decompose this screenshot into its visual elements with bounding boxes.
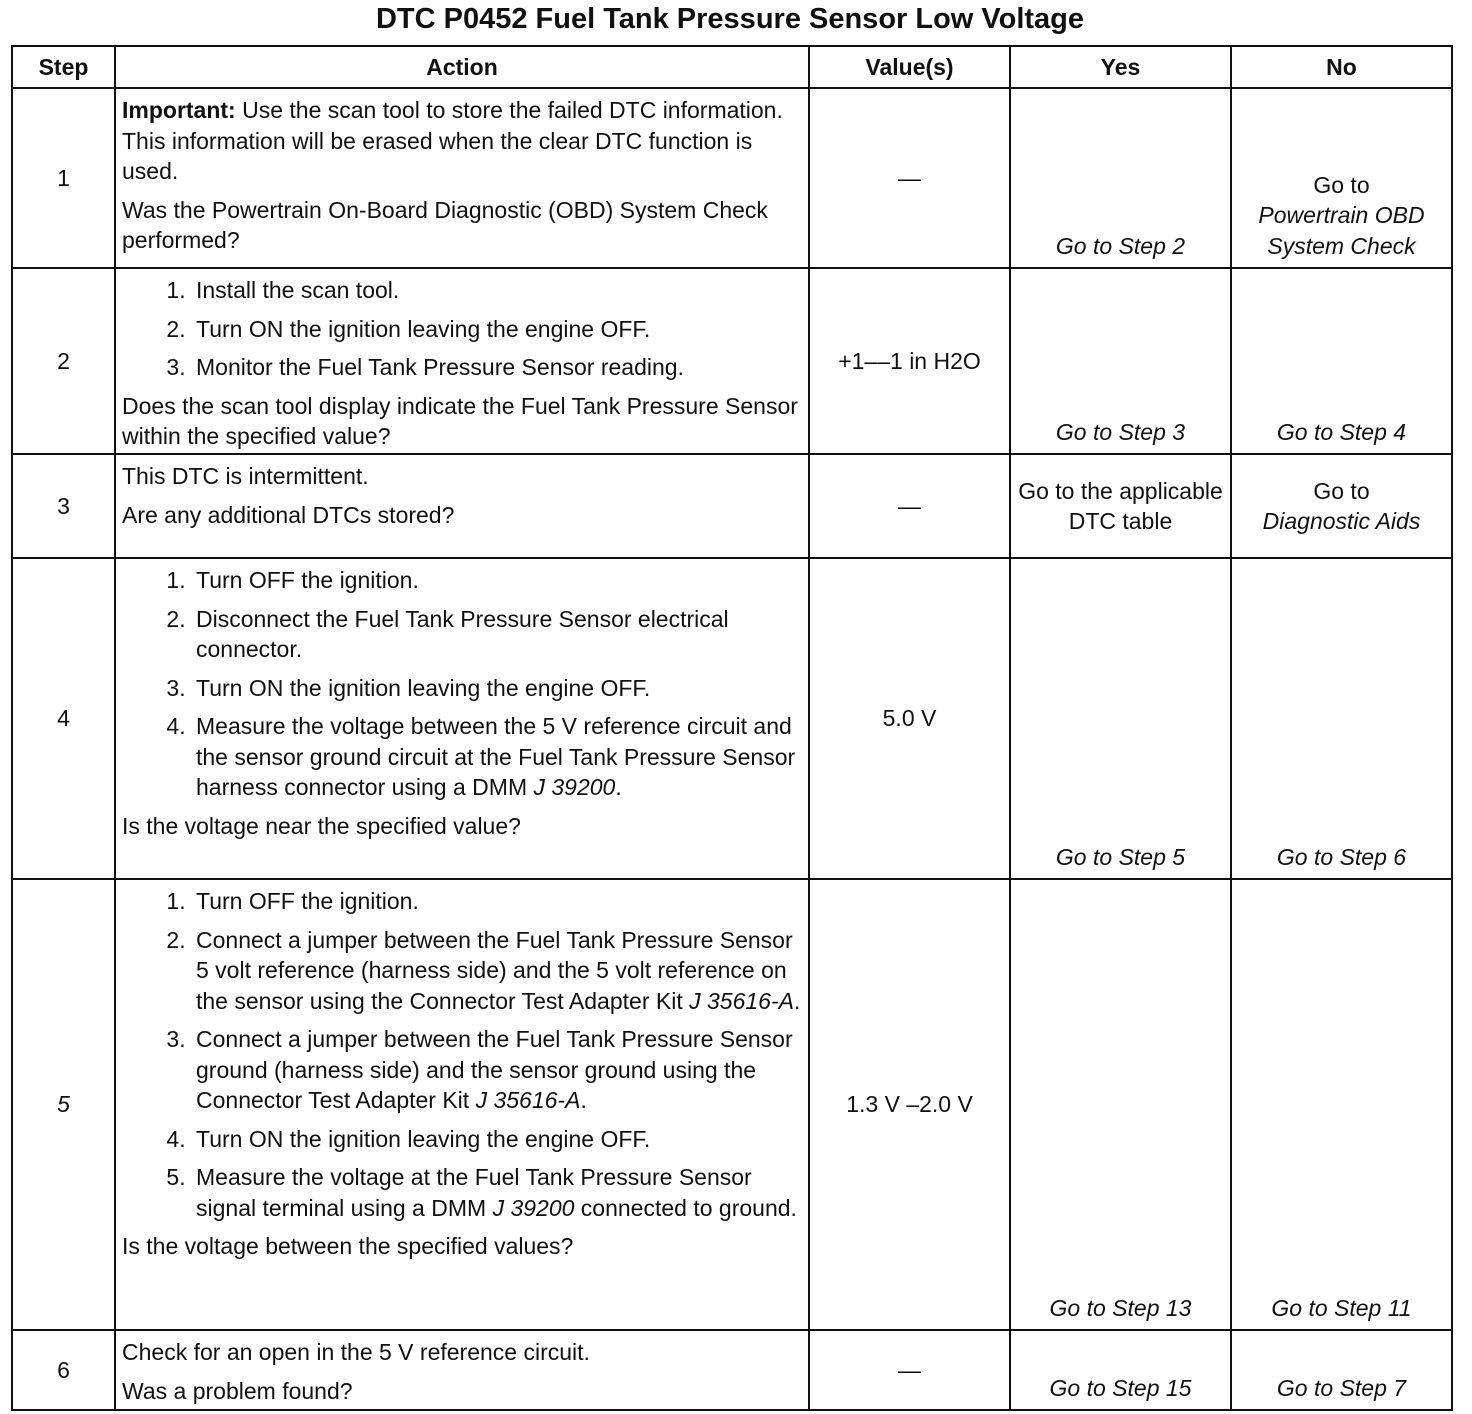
no-prefix: Go to	[1313, 477, 1370, 504]
step-number: 2	[12, 268, 115, 454]
value-cell: 5.0 V	[809, 558, 1010, 879]
table-row	[12, 268, 1452, 454]
action-item-end: .	[793, 987, 801, 1014]
value-cell: 1.3 V –2.0 V	[809, 879, 1010, 1330]
header-step: Step	[12, 46, 115, 88]
action-cell	[115, 879, 809, 1330]
action-cell	[115, 454, 809, 558]
header-values: Value(s)	[809, 46, 1010, 88]
action-text: Check for an open in the 5 V reference circuit.	[122, 1339, 590, 1365]
value-cell: +1––1 in H2O	[809, 268, 1010, 454]
action-item	[192, 1162, 802, 1223]
action-item: 3. Turn ON the ignition leaving the engine OFF.	[192, 673, 802, 704]
yes-cell: Go to Step 5	[1010, 558, 1231, 879]
tool-reference: J 39200	[533, 774, 616, 800]
action-item: 1. Turn OFF the ignition.	[192, 565, 802, 596]
action-item: 4. Turn ON the ignition leaving the engine OFF.	[192, 1124, 802, 1155]
no-link: Powertrain OBD System Check	[1258, 202, 1425, 259]
table-row	[12, 879, 1452, 1330]
action-item: 1. Turn OFF the ignition.	[192, 886, 802, 917]
question-text: Does the scan tool display indicate the Fuel Tank Pressure Sensor within the specified value?	[122, 392, 798, 449]
action-text: This DTC is intermittent.	[122, 463, 369, 489]
table-row	[12, 1330, 1452, 1410]
action-item	[192, 1024, 802, 1116]
table-row	[12, 88, 1452, 268]
yes-cell: Go to Step 15	[1010, 1330, 1231, 1410]
step-number: 5	[12, 879, 115, 1330]
action-item: 2. Disconnect the Fuel Tank Pressure Sensor electrical connector.	[192, 604, 802, 665]
no-cell	[1231, 88, 1452, 268]
no-cell: Go to Step 4	[1231, 268, 1452, 454]
question-text: Are any additional DTCs stored?	[122, 501, 455, 528]
header-no: No	[1231, 46, 1452, 88]
value-cell: —	[809, 88, 1010, 268]
question-text: Is the voltage near the specified value?	[122, 812, 521, 839]
action-cell	[115, 268, 809, 454]
no-cell	[1231, 454, 1452, 558]
action-cell	[115, 88, 809, 268]
no-cell: Go to Step 11	[1231, 879, 1452, 1330]
step-number: 4	[12, 558, 115, 879]
yes-cell: Go to Step 2	[1010, 88, 1231, 268]
step-number: 3	[12, 454, 115, 558]
yes-cell: Go to Step 3	[1010, 268, 1231, 454]
yes-cell: Go to Step 13	[1010, 879, 1231, 1330]
value-cell: —	[809, 1330, 1010, 1410]
action-item	[192, 925, 802, 1017]
no-cell: Go to Step 6	[1231, 558, 1452, 879]
header-row	[12, 46, 1452, 88]
table-row	[12, 558, 1452, 879]
action-item	[192, 711, 802, 803]
important-text: Use the scan tool to store the failed DTC information. This information will be erased when the clear DTC function is used.	[122, 97, 783, 184]
action-item: 2. Turn ON the ignition leaving the engine OFF.	[192, 314, 802, 345]
action-cell	[115, 558, 809, 879]
action-item-text: Connect a jumper between the Fuel Tank Pressure Sensor ground (harness side) and the sensor ground using the Connector Test Adapter Kit	[196, 1026, 793, 1113]
action-item-text: Measure the voltage between the 5 V reference circuit and the sensor ground circuit at the Fuel Tank Pressure Sensor harness connector using a DMM	[196, 713, 796, 800]
important-label: Important:	[122, 97, 236, 123]
action-item-text: Connect a jumper between the Fuel Tank Pressure Sensor 5 volt reference (harness side) and the 5 volt reference on the sensor using the Connector Test Adapter Kit	[196, 926, 793, 1014]
question-text: Is the voltage between the specified values?	[122, 1233, 574, 1259]
step-number: 6	[12, 1330, 115, 1410]
action-item-end: connected to ground.	[574, 1194, 797, 1221]
question-text: Was a problem found?	[122, 1377, 353, 1404]
question-text: Was the Powertrain On-Board Diagnostic (OBD) System Check performed?	[122, 196, 768, 253]
action-item-text: Measure the voltage at the Fuel Tank Pressure Sensor signal terminal using a DMM	[196, 1164, 752, 1221]
action-item: 3. Monitor the Fuel Tank Pressure Sensor reading.	[192, 352, 802, 383]
table-row	[12, 454, 1452, 558]
no-prefix: Go to	[1313, 171, 1370, 198]
step-number: 1	[12, 88, 115, 268]
header-yes: Yes	[1010, 46, 1231, 88]
tool-reference: J 35616-A	[475, 1087, 581, 1113]
tool-reference: J 39200	[492, 1194, 575, 1221]
tool-reference: J 35616-A	[689, 987, 794, 1014]
no-link: Diagnostic Aids	[1262, 508, 1421, 534]
header-action: Action	[115, 46, 809, 88]
action-item-end: .	[580, 1087, 587, 1113]
no-cell: Go to Step 7	[1231, 1330, 1452, 1410]
value-cell: —	[809, 454, 1010, 558]
yes-cell: Go to the applicable DTC table	[1010, 454, 1231, 558]
action-cell	[115, 1330, 809, 1410]
page-title: DTC P0452 Fuel Tank Pressure Sensor Low Voltage	[375, 3, 1085, 35]
action-item-end: .	[615, 774, 622, 800]
action-item: 1. Install the scan tool.	[192, 275, 802, 306]
diagnostic-table	[11, 45, 1453, 1411]
